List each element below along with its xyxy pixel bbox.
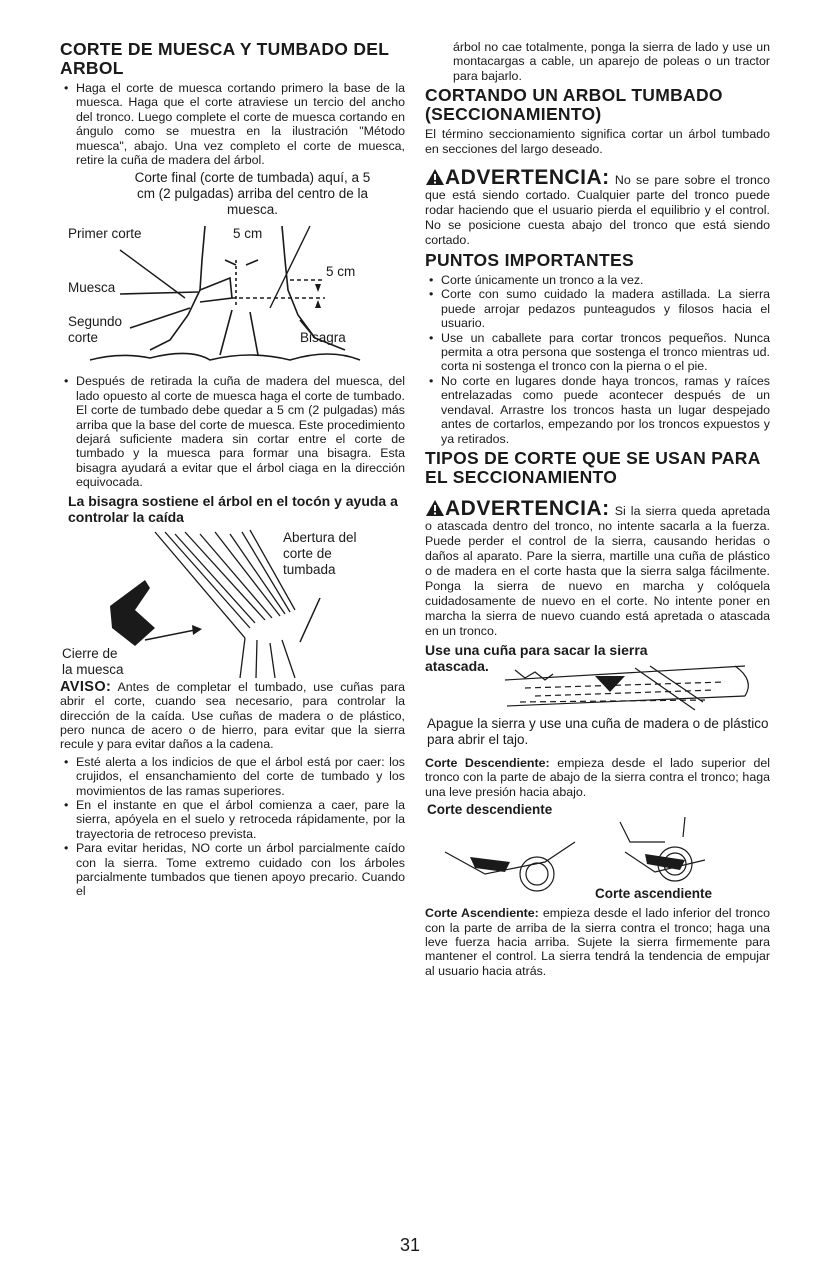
heading-tipos: TIPOS DE CORTE QUE SE USAN PARA EL SECCIONAMIENTO <box>425 447 761 487</box>
warning-2-text: Si la sierra queda apretada o atascada dentro del tronco, no intente sacarla a la fuerza. Puede perder el control de la sierra, causando heridas o daños al aparato. Pare la sierra, martille una cuña de plástico o de madera en el corte hasta que la sierra salga fácilmente. Ponga la sierra de nuevo en marcha y colóquela cuidadosamente de nuevo en el corte. No intente poner en marcha la sierra de nuevo cuando está apretada o atascada en un tronco. <box>425 503 770 638</box>
label-abertura-3: tumbada <box>283 561 336 577</box>
list-item: • Corte con sumo cuidado la madera astillada. La sierra puede arrojar pedazos punteagudos y filosos hacia el usuario. <box>441 287 770 330</box>
descendiente-paragraph <box>425 756 770 799</box>
left-column <box>60 40 405 902</box>
trunk-outline <box>90 226 360 360</box>
seccionamiento-text: El término seccionamiento significa cortar un árbol tumbado en secciones del largo deseado. <box>425 127 770 156</box>
label-segundo: Segundo <box>68 314 123 330</box>
list-item: • No corte en lugares donde haya troncos, ramas y raíces entrelazadas como puede acontecer después de un vendaval. Arrastre los troncos hasta un lugar despejado antes de cortarlos, empezando por los troncos expuestos y ya retirados. <box>441 374 770 446</box>
bullet-list-3 <box>60 755 405 899</box>
label-primer-corte: Primer corte <box>68 226 142 242</box>
label-muesca: Muesca <box>68 280 116 296</box>
list-item: • En el instante en que el árbol comienza a caer, pare la sierra, apóyela en el suelo y retroceda rápidamente, por la trayectoria de retroceso prevista. <box>76 798 405 841</box>
bullet-list-2 <box>60 374 405 489</box>
label-corte-ascendiente: Corte ascendiente <box>595 886 713 902</box>
puntos-list <box>425 273 770 446</box>
list-item: • Esté alerta a los indicios de que el árbol está por caer: los crujidos, el ensanchamiento del corte de tumbado y los movimientos de las ramas superiores. <box>76 755 405 798</box>
aviso-paragraph <box>60 680 405 752</box>
label-corte: corte <box>68 330 99 346</box>
cuna-title-2: atascada. <box>425 657 489 674</box>
trunk-lines <box>155 530 295 678</box>
list-item: • Para evitar heridas, NO corte un árbol parcialmente caído con la sierra. Tome extremo cuidado con los árboles parcialmente tumbados que tienen apoyo precario. Cuando el <box>76 841 405 899</box>
label-cierre-2: la muesca <box>62 661 124 677</box>
list-item: • Use un caballete para cortar troncos pequeños. Nunca permita a otra persona que sostenga el tronco mientras ud. corta ni sostenga el tronco con la pierna o el pie. <box>441 331 770 374</box>
label-abertura-2: corte de <box>283 545 332 561</box>
bullet-list-1 <box>60 81 405 167</box>
label-corte-descendiente: Corte descendiente <box>427 802 553 818</box>
warning-1 <box>425 168 770 248</box>
wedge-icon <box>595 676 625 692</box>
wedge-figure <box>425 658 770 716</box>
heading-cortando: CORTANDO UN ARBOL TUMBADO (SECCIONAMIENTO) <box>425 85 723 125</box>
warning-1-text: No se pare sobre el tronco que está siendo cortado. Cualquier parte del tronco puede rodar haciendo que el usuario pierda el equilibrio y el control. No se posicione cuesta abajo del tronco que está siendo cortado. <box>425 173 770 248</box>
warning-icon <box>425 499 445 517</box>
aviso-label: AVISO: <box>60 678 112 695</box>
caption-corte-final: Corte final (corte de tumbada) aquí, a 5 cm (2 pulgadas) arriba del centro de la muesca. <box>134 170 371 218</box>
warning-1-title: ADVERTENCIA: <box>445 166 610 190</box>
heading-puntos: PUNTOS IMPORTANTES <box>425 250 634 271</box>
cuna-title-1: Use una cuña para sacar la sierra <box>425 641 648 658</box>
ascendiente-paragraph <box>425 906 770 978</box>
cuna-caption: Apague la sierra y use una cuña de madera o de plástico para abrir el tajo. <box>427 715 769 747</box>
warning-2 <box>425 496 770 639</box>
continued-text: árbol no cae totalmente, ponga la sierra de lado y use un montacargas a cable, un aparejo de poleas o un tractor para bajarlo. <box>453 40 770 83</box>
cut-diagram <box>425 802 770 902</box>
notch-diagram <box>60 220 405 370</box>
page-number: 31 <box>399 1235 421 1255</box>
label-bisagra: Bisagra <box>300 330 346 346</box>
list-item: • Corte únicamente un tronco a la vez. <box>441 273 770 287</box>
saw-icon <box>470 857 510 872</box>
warning-icon <box>425 168 445 186</box>
label-cierre-1: Cierre de <box>62 645 118 661</box>
label-5cm-top: 5 cm <box>233 226 263 242</box>
label-abertura-1: Abertura del <box>283 529 357 545</box>
bisagra-title: La bisagra sostiene el árbol en el tocón y ayuda a controlar la caída <box>68 492 398 525</box>
descendiente-text: empieza desde el lado superior del tronco con la parte de abajo de la sierra contra el tronco; haga una leve presión hacia abajo. <box>425 755 770 799</box>
ascendiente-label: Corte Ascendiente: <box>425 906 539 921</box>
descendiente-label: Corte Descendiente: <box>425 755 550 770</box>
ascendiente-text: empieza desde el lado inferior del tronco con la parte de arriba de la sierra contra el tronco; haga una leve fuerza hacia arriba. Sujete la sierra firmemente para mantener el control. La sierra tendrá la tendencia de empujar al usuario hacia atrás. <box>425 906 770 978</box>
arrow-icon <box>110 580 155 646</box>
aviso-text: Antes de completar el tumbado, use cuñas para abrir el corte, cuando sea necesario, para controlar la dirección de la caída. Use cuñas de madera o de plástico, pero nunca de acero o de hierro, para evitar que la sierra recule y para evitar daños a la cadena. <box>60 679 405 752</box>
list-item: • Haga el corte de muesca cortando primero la base de la muesca. Haga que el corte atraviese un tercio del ancho del tronco. Luego complete el corte de muesca cortando en ángulo como se muestra en la ilustración "Método muesca", abajo. Una vez completo el corte de muesca, retire la cuña de madera del árbol. <box>76 81 405 167</box>
label-5cm-right: 5 cm <box>326 264 356 280</box>
heading-corte-muesca: CORTE DE MUESCA Y TUMBADO DEL ARBOL <box>60 39 389 78</box>
list-item: • Después de retirada la cuña de madera del muesca, del lado opuesto al corte de muesca haga el corte de tumbado. El corte de tumbado debe quedar a 5 cm (2 pulgadas) más arriba que la base del corte de muesca. Este procedimiento dejará suficiente madera sin cortar entre el corte de tumbado y la muesca para formar una bisagra. Esta bisagra ayudará a evitar que el árbol ciaga en la dirección equivocada. <box>76 374 405 489</box>
hinge-diagram <box>60 528 405 678</box>
warning-2-title: ADVERTENCIA: <box>445 496 610 520</box>
right-column <box>425 40 770 981</box>
